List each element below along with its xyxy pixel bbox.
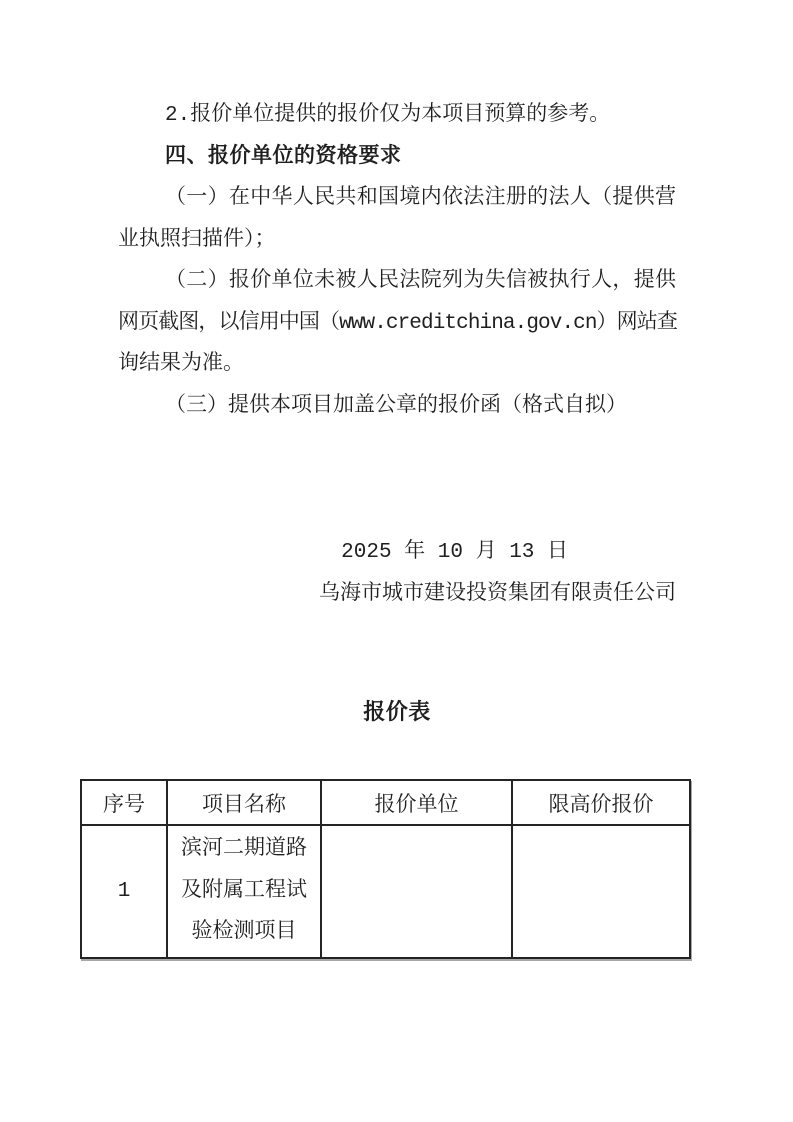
header-seq-no: 序号 — [81, 780, 167, 825]
requirement-1-line-2: 业执照扫描件）； — [118, 228, 276, 252]
requirement-3-text: （三）提供本项目加盖公章的报价函（格式自拟） — [165, 394, 627, 418]
project-name-line: 及附属工程试 — [181, 879, 307, 903]
requirement-1-line-1: （一）在中华人民共和国境内依法注册的法人（提供营 — [165, 187, 676, 210]
clause-2-text: 2.报价单位提供的报价仅为本项目预算的参考。 — [165, 104, 611, 127]
signature-company: 乌海市城市建设投资集团有限责任公司 — [319, 582, 676, 606]
cell-seq-no: 1 — [81, 825, 167, 958]
project-name-line: 滨河二期道路 — [181, 838, 307, 862]
signature-block — [118, 532, 676, 615]
table-row — [81, 825, 690, 958]
section-4-heading: 四、报价单位的资格要求 — [165, 145, 402, 169]
header-quote-unit: 报价单位 — [321, 780, 512, 825]
cell-quote-unit — [321, 825, 512, 958]
project-name-line: 验检测项目 — [191, 921, 297, 945]
quote-table-title: 报价表 — [363, 701, 431, 726]
cell-project-name — [167, 825, 321, 958]
requirement-2-line-2: 网页截图，以信用中国（www.creditchina.gov.cn）网站查 — [118, 311, 677, 335]
cell-max-price-quote — [512, 825, 690, 958]
body-text-block — [118, 95, 676, 427]
header-max-price-quote: 限高价报价 — [512, 780, 690, 825]
signature-date: 2025 年 10 月 13 日 — [341, 541, 568, 564]
requirement-2-line-1: （二）报价单位未被人民法院列为失信被执行人，提供 — [165, 270, 676, 293]
quote-table-header-row — [81, 780, 690, 825]
quote-table — [80, 779, 691, 959]
requirement-2-line-3: 询结果为准。 — [118, 353, 244, 376]
header-project-name: 项目名称 — [167, 780, 321, 825]
